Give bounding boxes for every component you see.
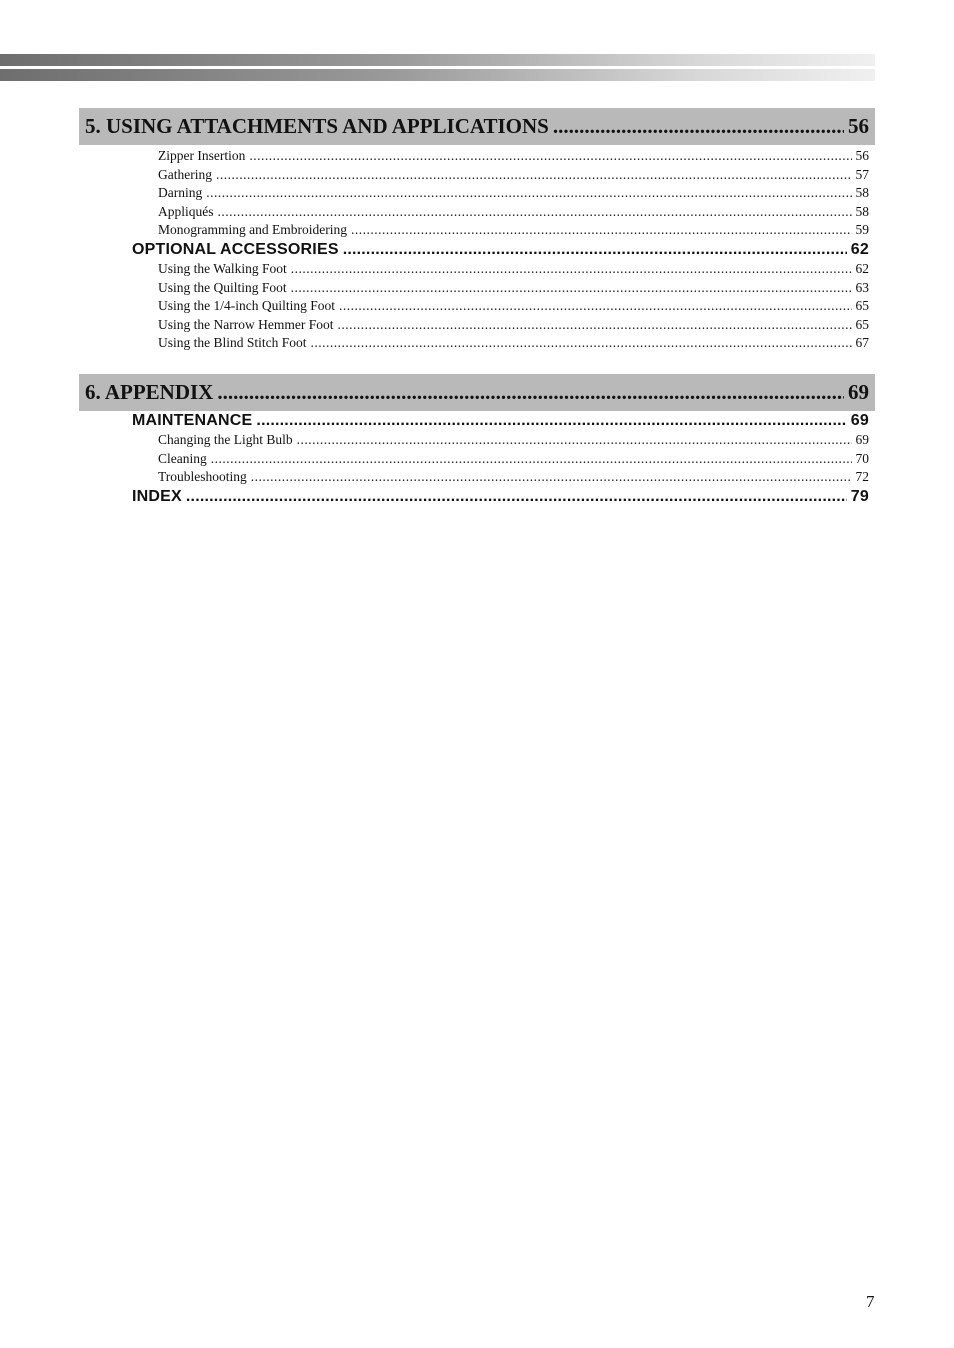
section-page: 79 <box>850 487 869 505</box>
toc-entry[interactable] <box>79 317 875 336</box>
entry-page: 72 <box>855 469 869 485</box>
entry-page: 56 <box>855 148 869 163</box>
page-number: 7 <box>866 1292 875 1311</box>
leader-dots <box>553 114 844 139</box>
entry-page: 58 <box>855 185 869 201</box>
entry-title: Changing the Light Bulb <box>158 432 293 447</box>
leader-dots <box>211 451 852 467</box>
entry-title: Gathering <box>158 166 212 182</box>
entry-title: Zipper Insertion <box>158 148 246 163</box>
toc-entry[interactable] <box>79 148 875 167</box>
leader-dots <box>311 335 852 351</box>
section-page: 69 <box>850 412 869 429</box>
entry-title: Using the Blind Stitch Foot <box>158 335 307 351</box>
leader-dots <box>343 241 847 259</box>
entry-page: 58 <box>855 203 869 219</box>
entry-page: 65 <box>855 316 869 332</box>
leader-dots <box>251 469 852 485</box>
toc-entry[interactable] <box>79 167 875 186</box>
toc-entry[interactable] <box>79 451 875 470</box>
entry-page: 69 <box>855 432 869 447</box>
entry-title: Monogramming and Embroidering <box>158 222 347 238</box>
leader-dots <box>297 432 852 448</box>
toc-entry[interactable] <box>79 204 875 223</box>
leader-dots <box>217 380 844 405</box>
entry-title: Using the 1/4-inch Quilting Foot <box>158 298 335 314</box>
toc-entry[interactable] <box>79 335 875 354</box>
section-heading[interactable] <box>79 412 875 432</box>
toc-entry[interactable] <box>79 432 875 451</box>
toc-entry[interactable] <box>79 185 875 204</box>
header-band-top <box>0 54 875 66</box>
chapter-title: 6. APPENDIX <box>85 380 214 404</box>
leader-dots <box>337 317 851 333</box>
entry-page: 65 <box>855 298 869 314</box>
section-title: MAINTENANCE <box>132 412 253 429</box>
entry-page: 57 <box>855 166 869 182</box>
toc-entry[interactable] <box>79 298 875 317</box>
leader-dots <box>216 167 852 183</box>
chapter-title: 5. USING ATTACHMENTS AND APPLICATIONS <box>85 114 549 138</box>
chapter-page: 69 <box>848 380 869 404</box>
leader-dots <box>291 261 852 277</box>
leader-dots <box>351 222 852 238</box>
toc-chapter-5 <box>79 108 875 354</box>
leader-dots <box>218 204 852 220</box>
leader-dots <box>291 280 852 296</box>
chapter-heading[interactable] <box>79 374 875 411</box>
section-heading[interactable] <box>79 241 875 261</box>
leader-dots <box>186 488 847 506</box>
entry-title: Using the Quilting Foot <box>158 279 287 295</box>
section-title: INDEX <box>132 487 182 505</box>
chapter-page: 56 <box>848 114 869 138</box>
entry-title: Appliqués <box>158 203 214 219</box>
section-heading[interactable] <box>79 488 875 508</box>
toc-entry[interactable] <box>79 222 875 241</box>
entry-title: Using the Walking Foot <box>158 260 287 276</box>
entry-title: Cleaning <box>158 450 207 466</box>
section-page: 62 <box>850 240 869 258</box>
toc-chapter-6 <box>79 374 875 508</box>
leader-dots <box>256 412 846 430</box>
leader-dots <box>339 298 852 314</box>
entry-page: 63 <box>855 279 869 295</box>
entry-page: 70 <box>855 450 869 466</box>
leader-dots <box>249 148 851 164</box>
entry-page: 67 <box>855 335 869 351</box>
toc-entry[interactable] <box>79 469 875 488</box>
entry-title: Using the Narrow Hemmer Foot <box>158 316 334 332</box>
toc-entry[interactable] <box>79 261 875 280</box>
toc-entry[interactable] <box>79 280 875 299</box>
section-title: OPTIONAL ACCESSORIES <box>132 240 339 258</box>
header-band-bottom <box>0 69 875 81</box>
entry-page: 59 <box>855 222 869 238</box>
entry-page: 62 <box>855 260 869 276</box>
entry-title: Darning <box>158 185 203 201</box>
entry-title: Troubleshooting <box>158 469 247 485</box>
leader-dots <box>206 185 851 201</box>
chapter-heading[interactable] <box>79 108 875 145</box>
